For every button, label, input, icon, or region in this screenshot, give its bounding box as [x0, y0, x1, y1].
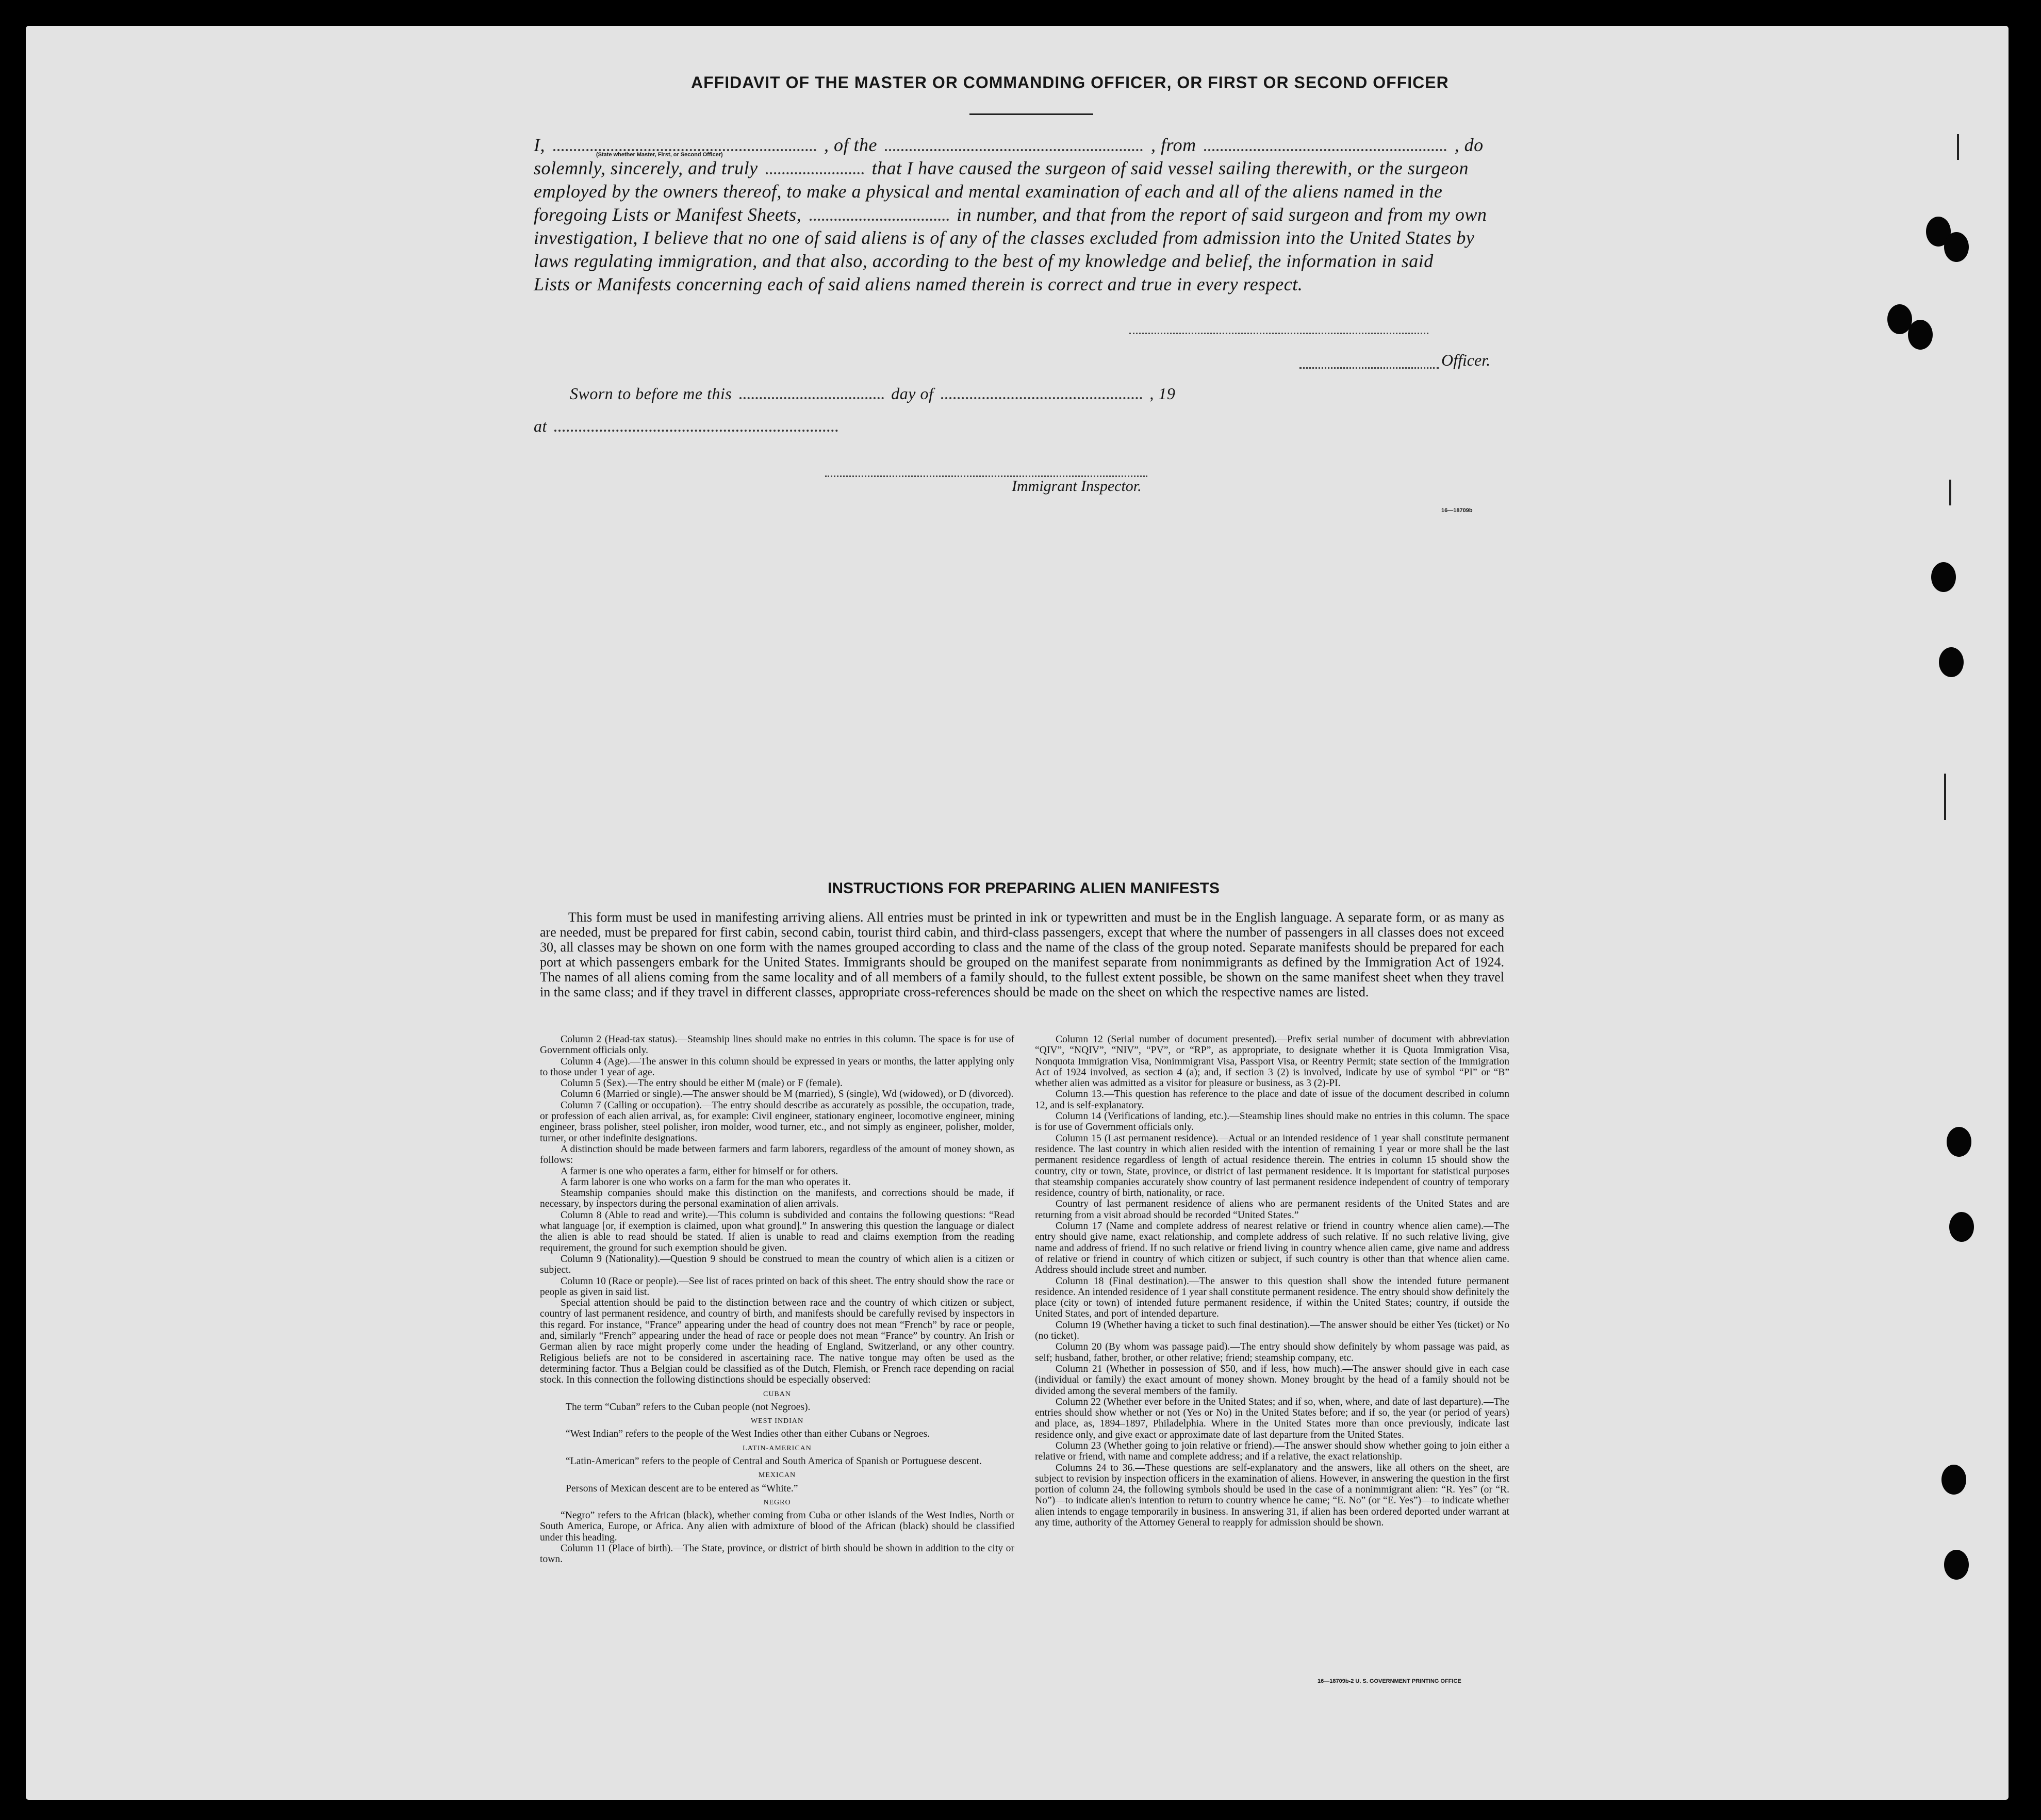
punch-hole-2	[1944, 232, 1969, 262]
column-8-note: Column 8 (Able to read and write).—This column is subdivided and contains the following questions: “Read what language [or, if exemption is claimed, upon what ground].” In answering this question the language or dialect the alien is able to read should be stated. If alien is unable to read and claims exemption from the reading requirement, the ground for such exemption should be given.	[540, 1209, 1014, 1254]
column-18-note: Column 18 (Final destination).—The answer to this question shall show the intended future permanent residence. An intended residence of 1 year shall constitute permanent residence. The entry should show definitely the place (city or town) of intended future permanent residence, if within the United States; country, if outside the United States, and port of intended departure.	[1035, 1275, 1509, 1320]
affidavit-text: foregoing Lists or Manifest Sheets,	[534, 204, 802, 225]
sworn-line	[570, 384, 1175, 403]
heading-negro: NEGRO	[763, 1498, 791, 1506]
column-5-note: Column 5 (Sex).—The entry should be either M (male) or F (female).	[561, 1078, 843, 1089]
column-23-note: Column 23 (Whether going to join relative or friend).—The answer should show whether going to join either a relative or friend, with name and complete address; and if a relative, the exact relationship.	[1035, 1440, 1509, 1463]
affidavit-text: , do	[1454, 135, 1484, 155]
affidavit-line-4	[534, 204, 1487, 225]
departure-port-field[interactable]	[1204, 149, 1446, 151]
column-15-note: Column 15 (Last permanent residence).—Actual or an intended residence of 1 year shall constitute permanent residence. The last country in which alien resided with the intention of remaining 1 year or more shall be the last permanent residence regardless of length of actual residence therein. The entries in column 15 should show the country, city or town, State, province, or district of last permanent residence. It is important for statistical purposes that steamship companies accurately show country of last permanent residence independent of country of temporary residence, country of birth, nationality, or race.	[1035, 1133, 1509, 1199]
sworn-day-field[interactable]	[739, 397, 884, 399]
affidavit-text: , of the	[824, 135, 877, 155]
title-underline	[969, 113, 1093, 115]
punch-hole-7	[1947, 1127, 1971, 1157]
column-9-note: Column 9 (Nationality).—Question 9 should be construed to mean the country of which alien is a citizen or subject.	[540, 1253, 1014, 1276]
instructions-intro: This form must be used in manifesting arriving aliens. All entries must be printed in ink or typewritten and must be in the English language. A separate form, or as many as are needed, must be prepared for first cabin, second cabin, tourist third cabin, and third-class passengers, except that where the number of passengers in all classes does not exceed 30, all classes may be shown on one form with the names grouped according to class and the name of the class of the group noted. Separate manifests should be prepared for each port at which passengers embark for the United States. Immigrants should be grouped on the manifest separate from nonimmigrants as defined by the Immigration Act of 1924. The names of all aliens coming from the same locality and of all members of a family should, to the fullest extent possible, be shown on the same manifest sheet when they travel in the same class; and if they travel in different classes, appropriate cross-references should be made on the sheet on which the respective names are listed.	[540, 910, 1504, 999]
officer-rank-field[interactable]	[553, 149, 816, 151]
affidavit-text: Sworn to before me this	[570, 384, 732, 403]
affidavit-text: I,	[534, 135, 545, 155]
cuban-definition: The term “Cuban” refers to the Cuban people (not Negroes).	[566, 1401, 811, 1413]
affidavit-text: in number, and that from the report of said surgeon and from my own	[957, 204, 1487, 225]
sheet-count-field[interactable]	[810, 219, 949, 221]
column-15-us-residents: Country of last permanent residence of aliens who are permanent residents of the United States and are returning from a visit abroad should be recorded “United States.”	[1035, 1199, 1509, 1221]
steamship-distinction: Steamship companies should make this distinction on the manifests, and corrections should be made, if necessary, by inspectors during the personal examination of alien arrivals.	[540, 1188, 1014, 1210]
instructions-left-column	[540, 1034, 1014, 1565]
heading-west-indian: WEST INDIAN	[750, 1417, 804, 1425]
heading-mexican: MEXICAN	[758, 1471, 796, 1480]
column-11-note: Column 11 (Place of birth).—The State, province, or district of birth should be shown in addition to the city or town.	[540, 1543, 1014, 1565]
column-6-note: Column 6 (Married or single).—The answer should be M (married), S (single), Wd (widowed), or D (divorced).	[561, 1089, 1014, 1100]
edge-mark-2	[1949, 480, 1951, 505]
punch-hole-8	[1949, 1212, 1974, 1242]
punch-hole-4	[1908, 320, 1933, 350]
affidavit-line-7: Lists or Manifests concerning each of said aliens named therein is correct and true in every respect.	[534, 274, 1303, 294]
column-22-note: Column 22 (Whether ever before in the United States; and if so, when, where, and date of last departure).—The entries should show whether or not (Yes or No) in the United States before; and if so, the year (or period of years) and place, as, 1894–1897, Philadelphia. Where in the United States more than once previously, indicate last residence only, and give exact or approximate date of last departure from the United States.	[1035, 1396, 1509, 1440]
at-line	[534, 417, 841, 436]
sworn-month-field[interactable]	[941, 397, 1142, 399]
master-rank-note: (State whether Master, First, or Second Officer)	[596, 152, 723, 158]
column-2-note: Column 2 (Head-tax status).—Steamship lines should make no entries in this column. The space is for use of Government officials only.	[540, 1034, 1014, 1056]
column-14-note: Column 14 (Verifications of landing, etc.).—Steamship lines should make no entries in this column. The space is for use of Government officials only.	[1035, 1111, 1509, 1133]
punch-hole-6	[1939, 647, 1964, 677]
column-12-note: Column 12 (Serial number of document presented).—Prefix serial number of document with abbreviation “QIV”, “NQIV”, “NIV”, “PV”, or “RP”, as appropriate, to designate whether it is Quota Immigration Visa, Nonquota Immigration Visa, Nonimmigrant Visa, Passport Visa, or Reentry Permit; state section of the Immigration Act of 1924 involved, as section 4 (a); and, if section 3 (2) is involved, indicate by use of symbol “PI” or “B” whether alien was admitted as a visitor for pleasure or business, as 3 (2)-PI.	[1035, 1034, 1509, 1089]
sworn-place-field[interactable]	[554, 430, 838, 432]
affidavit-line-3: employed by the owners thereof, to make a physical and mental examination of each and all of the aliens named in the	[534, 181, 1443, 202]
oath-field[interactable]	[766, 172, 864, 174]
instructions-title: INSTRUCTIONS FOR PREPARING ALIEN MANIFESTS	[828, 880, 1220, 897]
punch-hole-9	[1941, 1465, 1966, 1495]
vessel-name-field[interactable]	[885, 149, 1143, 151]
form-number: 16—18709b	[1441, 507, 1473, 514]
column-7-distinction: A distinction should be made between farmers and farm laborers, regardless of the amount of money shown, as follows:	[540, 1143, 1014, 1166]
column-21-note: Column 21 (Whether in possession of $50, and if less, how much).—The answer should give in each case (individual or family) the exact amount of money shown. Money brought by the head of a family should not be divided among the several members of the family.	[1035, 1363, 1509, 1397]
affidavit-line-5: investigation, I believe that no one of said aliens is of any of the classes excluded from admission into the United States by	[534, 227, 1475, 248]
column-19-note: Column 19 (Whether having a ticket to such final destination).—The answer should be either Yes (ticket) or No (no ticket).	[1035, 1319, 1509, 1342]
negro-definition: “Negro” refers to the African (black), whether coming from Cuba or other islands of the West Indies, North or South America, Europe, or Africa. Any alien with admixture of blood of the African (black) should be classified under this heading.	[540, 1510, 1014, 1543]
punch-hole-10	[1944, 1550, 1969, 1580]
columns-24-36-note: Columns 24 to 36.—These questions are self-explanatory and the answers, like all others on the sheet, are subject to revision by inspection officers in the examination of aliens. However, in answering the question in the first portion of column 24, the following symbols should be used in the case of a nonimmigrant alien: “R. Yes” (or “R. No”)—to indicate alien's intention to return to country whence he came; “E. No” (or “E. Yes”)—to indicate whether alien intends to engage temporarily in business. In answering 31, if alien has been ordered deported under warrant at any time, authority of the Attorney General to reapply for admission should be shown.	[1035, 1462, 1509, 1529]
race-distinction-note: Special attention should be paid to the distinction between race and the country of which citizen or subject, country of last permanent residence, and country of birth, and manifests should be carefully revised by inspectors in this regard. For instance, “France” appearing under the head of country does not mean “French” by race or people, and, similarly “French” appearing under the head of race or people does not mean “France” by country. An Irish or German alien by race might properly come under the heading of England, Switzerland, or any other country. Religious beliefs are not to be considered in ascertaining race. The native tongue may often be used as the determining factor. Thus a Belgian could be classified as of the Dutch, Flemish, or French race depending on racial stock. In this connection the following distinctions should be especially observed:	[540, 1298, 1014, 1386]
officer-title-line[interactable]	[1299, 367, 1439, 369]
inspector-label: Immigrant Inspector.	[1012, 478, 1142, 495]
affidavit-text: that I have caused the surgeon of said vessel sailing therewith, or the surgeon	[871, 158, 1469, 178]
affidavit-text: , 19	[1149, 384, 1176, 403]
affidavit-text: , from	[1150, 135, 1196, 155]
edge-mark-1	[1957, 134, 1959, 160]
officer-signature-line[interactable]	[1129, 333, 1428, 334]
affidavit-text: day of	[891, 384, 934, 403]
farmer-definition: A farmer is one who operates a farm, either for himself or for others.	[561, 1166, 838, 1177]
column-20-note: Column 20 (By whom was passage paid).—The entry should show definitely by whom passage was paid, as self; husband, father, brother, or other relative; friend; steamship company, etc.	[1035, 1341, 1509, 1364]
column-10-note: Column 10 (Race or people).—See list of races printed on back of this sheet. The entry should show the race or people as given in said list.	[540, 1275, 1014, 1298]
column-4-note: Column 4 (Age).—The answer in this column should be expressed in years or months, the latter applying only to those under 1 year of age.	[540, 1056, 1014, 1078]
inspector-signature-line[interactable]	[825, 476, 1147, 477]
latin-american-definition: “Latin-American” refers to the people of Central and South America of Spanish or Portuguese descent.	[566, 1455, 982, 1467]
column-7-note: Column 7 (Calling or occupation).—The entry should describe as accurately as possible, the occupation, trade, or profession of each alien arrival, as, for example: Civil engineer, stationary engineer, locomotive engineer, mining engineer, brass polisher, steel polisher, iron molder, wood turner, etc., and not simply as engineer, polisher, molder, turner, or other indefinite designations.	[540, 1100, 1014, 1144]
heading-latin-american: LATIN-AMERICAN	[743, 1444, 812, 1452]
edge-mark-3	[1944, 774, 1946, 820]
printing-office-footer: 16—18709b-2 U. S. GOVERNMENT PRINTING OFFICE	[1318, 1678, 1461, 1684]
punch-hole-5	[1931, 562, 1956, 592]
affidavit-line-2	[534, 157, 1469, 179]
affidavit-text: at	[534, 417, 547, 435]
farm-laborer-definition: A farm laborer is one who works on a farm for the man who operates it.	[561, 1176, 851, 1188]
west-indian-definition: “West Indian” refers to the people of the West Indies other than either Cubans or Negroes.	[566, 1429, 930, 1440]
officer-label: Officer.	[1441, 351, 1491, 369]
instructions-right-column	[1035, 1034, 1509, 1528]
column-17-note: Column 17 (Name and complete address of nearest relative or friend in country whence alien came).—The entry should give name, exact relationship, and complete address of such relative. If no such relative living, give name and address of friend. If no such relative or friend living in country whence alien came, give name and address of relative or friend in country of which citizen or subject, if such country is other than that whence alien came. Address should include street and number.	[1035, 1221, 1509, 1276]
heading-cuban: CUBAN	[763, 1390, 791, 1398]
affidavit-line-6: laws regulating immigration, and that also, according to the best of my knowledge and belief, the information in said	[534, 251, 1434, 271]
affidavit-title: AFFIDAVIT OF THE MASTER OR COMMANDING OFFICER, OR FIRST OR SECOND OFFICER	[691, 73, 1449, 92]
column-13-note: Column 13.—This question has reference to the place and date of issue of the document described in column 12, and is self-explanatory.	[1035, 1089, 1509, 1111]
affidavit-text: solemnly, sincerely, and truly	[534, 158, 758, 178]
mexican-definition: Persons of Mexican descent are to be entered as “White.”	[566, 1483, 798, 1494]
